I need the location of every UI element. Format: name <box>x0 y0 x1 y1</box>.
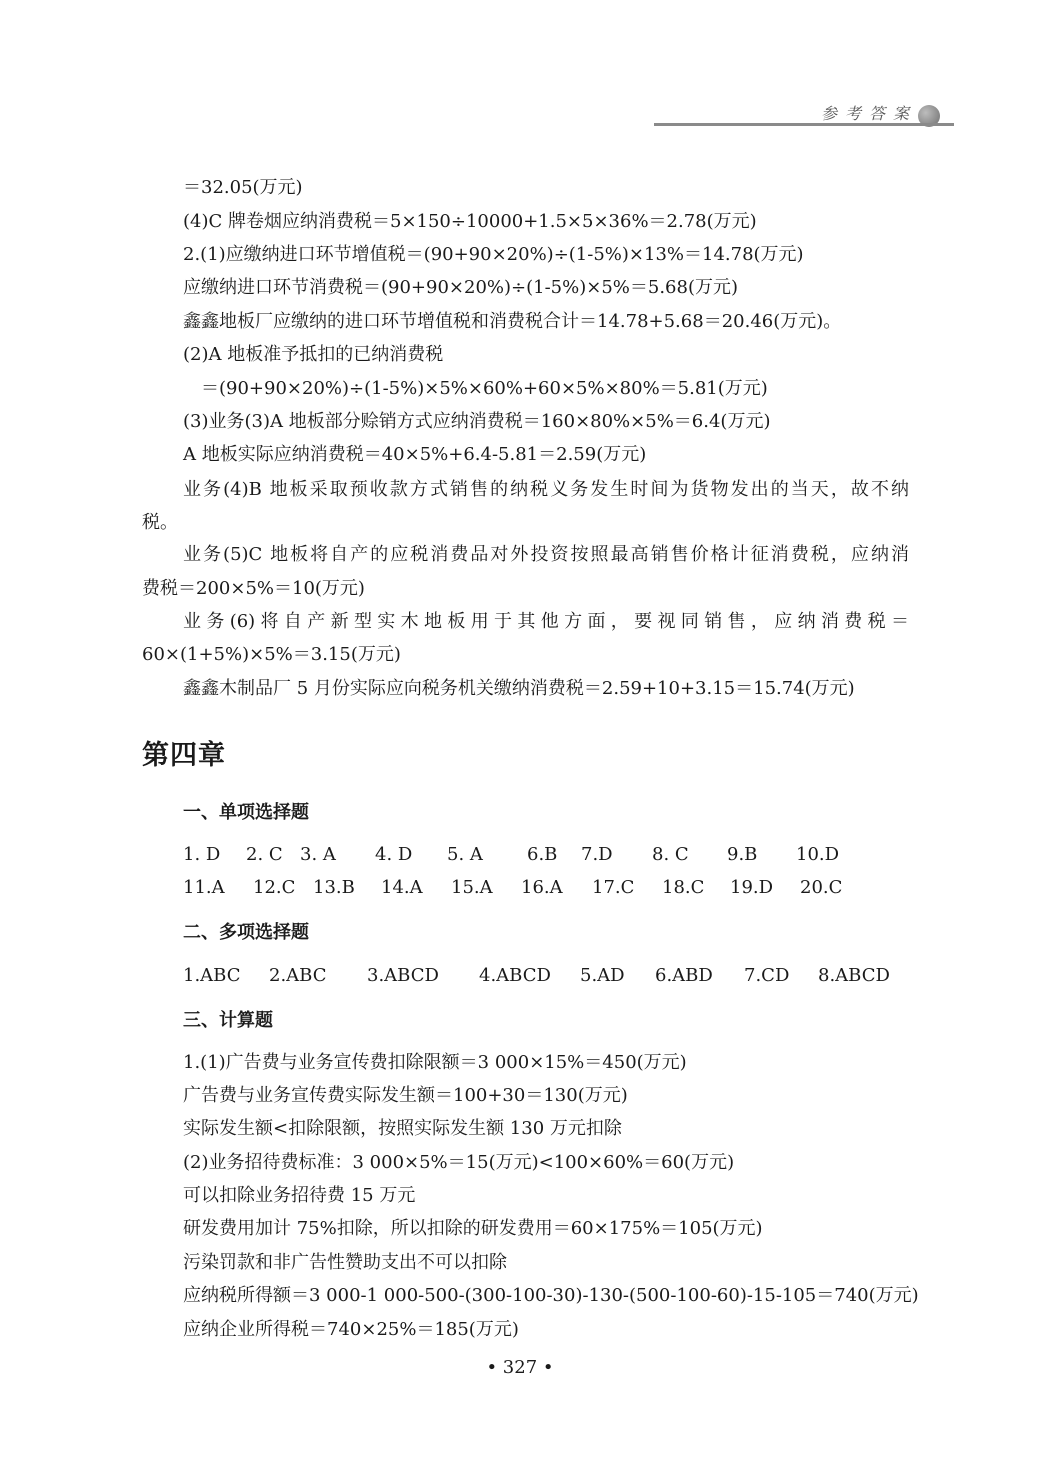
text-line: 应纳税所得额＝3 000-1 000-500-(300-100-30)-130-(500-100-60)-15-105＝740(万元) <box>183 1285 919 1306</box>
text-line: 业务(4)B 地板采取预收款方式销售的纳税义务发生时间为货物发出的当天，故不纳 <box>183 479 909 500</box>
text-line: 研发费用加计 75%扣除，所以扣除的研发费用＝60×175%＝105(万元) <box>183 1218 763 1239</box>
answer-item: 12.C <box>253 877 296 898</box>
page-header <box>0 0 1050 140</box>
text-line: 鑫鑫地板厂应缴纳的进口环节增值税和消费税合计＝14.78+5.68＝20.46(万元)。 <box>183 311 842 332</box>
answer-item: 11.A <box>183 877 225 898</box>
text-line: (2)A 地板准予抵扣的已纳消费税 <box>183 344 444 365</box>
answer-item: 1.ABC <box>183 965 241 986</box>
answer-item: 20.C <box>800 877 843 898</box>
chapter-title: 第四章 <box>142 740 226 771</box>
text-line: (3)业务(3)A 地板部分赊销方式应纳消费税＝160×80%×5%＝6.4(万元) <box>183 411 771 432</box>
answer-item: 16.A <box>521 877 563 898</box>
text-line: 应缴纳进口环节消费税＝(90+90×20%)÷(1-5%)×5%＝5.68(万元) <box>183 277 739 298</box>
answer-item: 2.ABC <box>269 965 327 986</box>
text-line: (2)业务招待费标准：3 000×5%＝15(万元)<100×60%＝60(万元) <box>183 1152 735 1173</box>
answer-item: 19.D <box>730 877 774 898</box>
answer-item: 4.ABCD <box>479 965 551 986</box>
page-number: • 327 • <box>486 1357 554 1378</box>
text-line: 业务(6)将自产新型实木地板用于其他方面，要视同销售，应纳消费税＝ <box>183 611 909 632</box>
text-line: 费税＝200×5%＝10(万元) <box>142 578 365 599</box>
header-title: 参考答案 <box>820 104 917 123</box>
answer-item: 1. D <box>183 844 221 865</box>
answer-item: 17.C <box>592 877 635 898</box>
text-line: 业务(5)C 地板将自产的应税消费品对外投资按照最高销售价格计征消费税，应纳消 <box>183 544 909 565</box>
answer-item: 8. C <box>652 844 689 865</box>
answer-item: 10.D <box>796 844 840 865</box>
answer-item: 4. D <box>375 844 413 865</box>
text-line: 1.(1)广告费与业务宣传费扣除限额＝3 000×15%＝450(万元) <box>183 1052 687 1073</box>
section-title-multiple-choice: 二、多项选择题 <box>183 922 309 943</box>
answer-item: 18.C <box>662 877 705 898</box>
answer-item: 5.AD <box>580 965 625 986</box>
text-line: 2.(1)应缴纳进口环节增值税＝(90+90×20%)÷(1-5%)×13%＝14.78(万元) <box>183 244 804 265</box>
section-title-calculation: 三、计算题 <box>183 1010 273 1031</box>
answer-item: 6.B <box>527 844 558 865</box>
answer-item: 3.ABCD <box>367 965 439 986</box>
answer-item: 8.ABCD <box>818 965 890 986</box>
answer-item: 2. C <box>246 844 283 865</box>
answer-item: 3. A <box>300 844 336 865</box>
answer-item: 7.D <box>581 844 613 865</box>
answer-item: 5. A <box>447 844 483 865</box>
section-title-single-choice: 一、单项选择题 <box>183 802 309 823</box>
text-line: ＝32.05(万元) <box>183 177 303 198</box>
answer-item: 7.CD <box>744 965 790 986</box>
text-line: 实际发生额<扣除限额，按照实际发生额 130 万元扣除 <box>183 1118 622 1139</box>
text-line: A 地板实际应纳消费税＝40×5%+6.4-5.81＝2.59(万元) <box>183 444 647 465</box>
text-line: 可以扣除业务招待费 15 万元 <box>183 1185 416 1206</box>
answer-item: 13.B <box>313 877 355 898</box>
answer-item: 6.ABD <box>655 965 713 986</box>
answer-item: 9.B <box>727 844 758 865</box>
text-line: (4)C 牌卷烟应纳消费税＝5×150÷10000+1.5×5×36%＝2.78(万元) <box>183 211 757 232</box>
text-line: 应纳企业所得税＝740×25%＝185(万元) <box>183 1319 519 1340</box>
text-line: 污染罚款和非广告性赞助支出不可以扣除 <box>183 1252 507 1273</box>
text-line: 税。 <box>142 512 178 533</box>
text-line: 鑫鑫木制品厂 5 月份实际应向税务机关缴纳消费税＝2.59+10+3.15＝15.74(万元) <box>183 678 855 699</box>
text-line: 60×(1+5%)×5%＝3.15(万元) <box>142 644 401 665</box>
text-line: ＝(90+90×20%)÷(1-5%)×5%×60%+60×5%×80%＝5.81(万元) <box>201 378 768 399</box>
header-rule <box>654 123 954 126</box>
answer-item: 14.A <box>381 877 423 898</box>
text-line: 广告费与业务宣传费实际发生额＝100+30＝130(万元) <box>183 1085 628 1106</box>
answer-item: 15.A <box>451 877 493 898</box>
